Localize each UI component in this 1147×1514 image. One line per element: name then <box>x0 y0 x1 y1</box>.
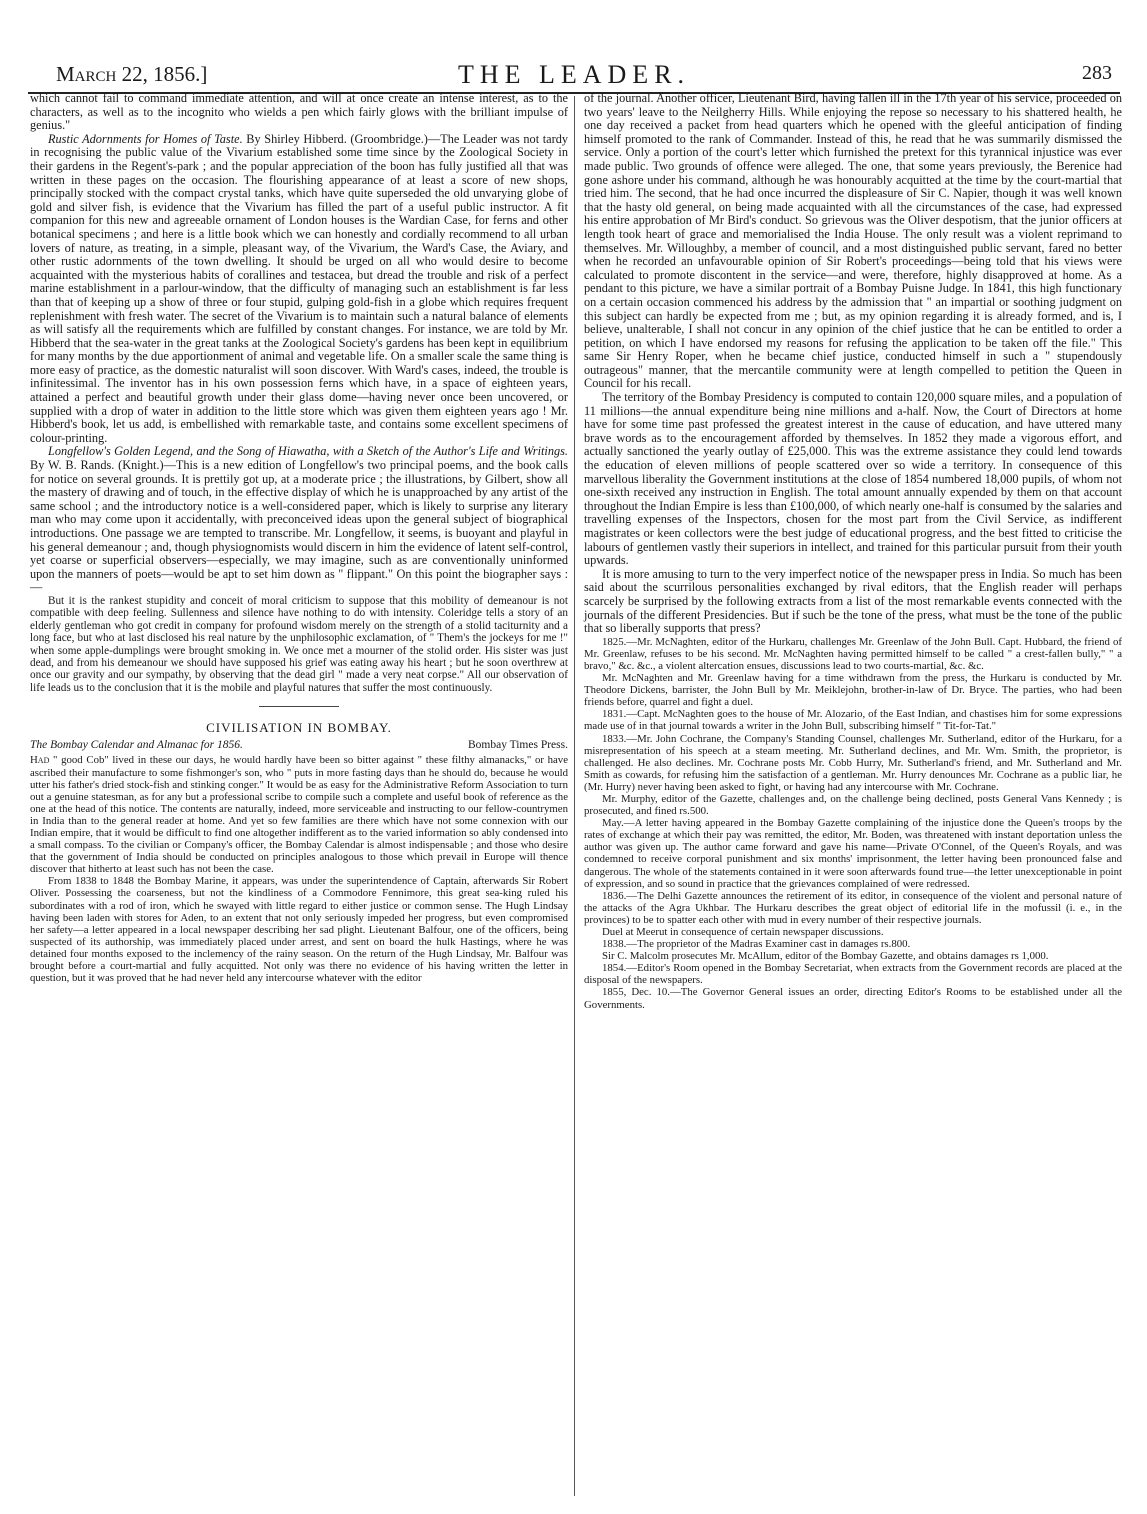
publication-title: The Bombay Calendar and Almanac for 1856. <box>30 738 243 751</box>
paragraph: which cannot fail to command immediate attention, and will at once create an intense interest, as to the characters, as well as to the incognito who wields a pen which fairly glows with the brilliant impulse of genius." <box>30 91 568 133</box>
paragraph-text: " good Cob" lived in these our days, he would hardly have been so bitter against " these filthy almanacks," or have ascribed their manufacture to some fishmonger's son, who " puts in more fasting days than he should do, because he would utter his father's dried stock-fish and stinking conger." It would be as easy for the Administrative Reform Association to turn out a genuine statesman, as for any but a professional scribe to compile such a complete and useful book of reference as the one at the head of this notice. The contents are naturally, indeed, more serviceable and instructing to our fellow-countrymen in India than to the general reader at home. And yet so few families are there which have not some connexion with our Indian empire, that it would be difficult to find one altogether indifferent as to the varied information so ably condensed into a small compass. To the civilian or Company's officer, the Bombay Calendar is almost indispensable ; and those who desire that the government of India should be conducted on principles analogous to those which prevail in Europe will thence discover that hitherto at least such has not been the case. <box>30 754 568 876</box>
publisher: Bombay Times Press. <box>467 738 568 751</box>
paragraph-text: By W. B. Rands. (Knight.)—This is a new edition of Longfellow's two principal poems, and the book calls for notice on several grounds. It is prettily got up, at a moderate price ; the illustrations, by Gilbert, show all the mastery of drawing and of touch, in the effective display of which he is unapproached by any artist of the same school ; and the introductory notice is a well-considered paper, which is likely to surprise any literary man who may come upon it accidentally, with preconceived ideas upon the general subject of biographical introductions. One passage we are tempted to transcribe. Mr. Longfellow, it seems, is buoyant and playful in his general demeanour ; and, though physiognomists would discern in him the evidence of latent self-control, yet coarse or superficial observers—especially, we may imagine, such as are conventionally uninformed upon the manners of poets—would be apt to set him down as " flippant." On this point the biographer says :— <box>30 458 568 595</box>
chronology-entry: 1831.—Capt. McNaghten goes to the house of Mr. Alozario, of the East Indian, and chastises him for some expressions made use of in that journal towards a writer in the John Bull, subscribing himself " Tit-for-Tat." <box>584 708 1122 733</box>
right-column <box>584 92 1122 1011</box>
chronology-entry: Mr. McNaghten and Mr. Greenlaw having for a time withdrawn from the press, the Hurkaru is conducted by Mr. Theodore Dickens, barrister, the John Bull by Mr. Meiklejohn, brother-in-law of Dr. Bryce. The parties, who had been friends before, quarrel and fight a duel. <box>584 672 1122 709</box>
article-heading: CIVILISATION IN BOMBAY. <box>206 720 392 736</box>
publication-line <box>30 739 568 753</box>
column-divider <box>574 96 575 1496</box>
chronology-entry: 1836.—The Delhi Gazette announces the retirement of its editor, in consequence of the violent and personal nature of the attacks of the Agra Ukhbar. The Hurkaru describes the great object of editorial life in the mofussil (i. e., in the provinces) to be to spatter each other with mud in every number of their respective journals. <box>584 889 1122 926</box>
paragraph: From 1838 to 1848 the Bombay Marine, it appears, was under the superintendence of Captain, afterwards Sir Robert Oliver. Possessing the coarseness, but not the kindliness of a Commodore Fennimore, this great sea-king ruled his subordinates with a rod of iron, which he swayed with little regard to either justice or common sense. The Hugh Lindsay having been laden with stores for Aden, to an extent that not only seriously impeded her progress, but even compromised her safety—a letter appeared in a local newspaper describing her sad plight. Lieutenant Balfour, one of the officers, being suspected of its authorship, was immediately placed under arrest, and sent on board the hulk Hastings, where he was detained four months exposed to the inclemency of the rainy season. On the return of the Hugh Lindsay, Mr. Balfour was brought before a court-martial and fully acquitted. Not only was there no evidence of his having written the letter in question, but it was proved that he had never held any intercourse whatever with the editor <box>30 875 568 985</box>
section-divider <box>259 706 339 707</box>
chronology-entry: 1825.—Mr. McNaghten, editor of the Hurkaru, challenges Mr. Greenlaw of the John Bull. Capt. Hubbard, the friend of Mr. Greenlaw, refuses to be his second. Mr. McNaghten having permitted himself to be called " a crest-fallen bully," " a bravo," &c. &c., a violent altercation ensues, discussions lead to two courts-martial, &c. &c. <box>584 635 1122 672</box>
masthead <box>28 58 1120 94</box>
left-column <box>30 92 568 984</box>
paragraph: The territory of the Bombay Presidency is computed to contain 120,000 square miles, and a population of 11 millions—the annual expenditure being nine millions and a-half. Now, the Court of Directors at home have for some time past professed the greatest interest in the cause of education, and have uttered many brave words as to the encouragement afforded by themselves. In 1852 they made a vigorous effort, and actually sanctioned the yearly outlay of £25,000. This was the extreme assistance they could lend towards the education of eleven millions of people scattered over so wide a territory. In consequence of this marvellous liberality the Government institutions at the close of 1854 numbered 18,000 pupils, of whom not one-sixth received any instruction in English. The total amount annually expended by them on that account throughout the Indian Empire is less than £100,000, of which nearly one-half is consumed by the salaries and travelling expenses of the Inspectors, chosen for the most part from the Civil Service, as indifferent magistrates or keen collectors were the best judge of educational progress, and the best fitted to criticise the labours of gentlemen vastly their superiors in intellect, and trained for this particular pursuit from their youth upwards. <box>584 390 1122 568</box>
chronology-entry: Sir C. Malcolm prosecutes Mr. McAllum, editor of the Bombay Gazette, and obtains damages rs 1,000. <box>602 950 1049 963</box>
opening-word: Had <box>30 754 50 767</box>
chronology-entry: 1855, Dec. 10.—The Governor General issues an order, directing Editor's Rooms to be established under all the Governments. <box>584 986 1122 1011</box>
paragraph: of the journal. Another officer, Lieutenant Bird, having fallen ill in the 17th year of his service, proceeded on two years' leave to the Neilgherry Hills. While enjoying the repose so necessary to his shattered health, he one day received a packet from head quarters which he opened with the gleeful anticipation of finding himself promoted to the rank of Commander. Instead of this, he read that he was summarily dismissed the service. Only a portion of the court's letter which furnished the pretext for this tyrannical injustice was ever made public. Two grounds of offence were alleged. The one, that some years previously, the Berenice had gone ashore under his command, although he was honourably acquitted at the time by the court-martial that tried him. The second, that he had once incurred the displeasure of Sir C. Napier, though it was well known that the hasty old general, on being made acquainted with all the circumstances of the case, had expressed his entire approbation of Mr Bird's conduct. So grievous was the Oliver despotism, that the junior officers at length took heart of grace and memorialised the India House. The only result was a violent reprimand to themselves. Mr. Willoughby, a member of council, and a most distinguished public servant, fared no better when he recorded an unfavourable opinion of Sir Robert's proceedings—being told that his views were calculated to promote discontent in the service—and were, therefore, highly disapproved at home. As a pendant to this picture, we have a similar portrait of a Bombay Puisne Judge. In 1841, this high functionary on a certain occasion commenced his address by the admission that " an impartial or soothing judgment on this subject can hardly be expected from me ; but, as my opinion regarding it is already formed, and is, I believe, unalterable, I shall not concur in any opinion of the chief justice that he can be entitled to order a petition, on which I have endorsed my reasons for refusing the application to be taken off the file." This same Sir Henry Roper, when he became chief justice, conducted himself in such a " stupendously outrageous" manner, that the mercantile community were at length compelled to petition the Queen in Council for his recall. <box>584 91 1122 391</box>
newspaper-title: THE LEADER. <box>457 60 691 89</box>
review-longfellow <box>30 445 568 595</box>
paragraph: It is more amusing to turn to the very imperfect notice of the newspaper press in India. So much has been said about the scurrilous personalities exchanged by rival editors, that the English reader will perhaps scarcely be surprised by the following extracts from a list of the most remarkable events connected with the journals of the different Presidencies. But if such be the tone of the press, what must be the tone of the public that so liberally supports that press? <box>584 566 1122 636</box>
review-rustic-adornments <box>30 133 568 446</box>
issue-date: March 22, 1856.] <box>56 62 208 86</box>
chronology-entry: Mr. Murphy, editor of the Gazette, challenges and, on the challenge being declined, posts General Vans Kennedy ; is prosecuted, and fined rs.500. <box>584 792 1122 818</box>
chronology-entry: May.—A letter having appeared in the Bombay Gazette complaining of the injustice done the Queen's troops by the rates of exchange at which their pay was remitted, the editor, Mr. Boden, was threatened with instant deportation unless the author was given up. The author came forward and gave his name—Private O'Connel, of the Queen's Royals, and was condemned to receive corporal punishment and six months' imprisonment, the letter having been pronounced false and dangerous. The whole of the statements contained in it were soon afterwards found true—the letter unexceptionable in point of expression, and so sound in practice that the grievances complained of were redressed. <box>584 817 1122 890</box>
block-quote: But it is the rankest stupidity and conceit of moral criticism to suppose that this mobility of demeanour is not compatible with deep feeling. Sullenness and silence have nothing to do with intensity. Coleridge tells a story of an elderly gentleman who got credit in company for profound wisdom merely on the strength of a stolid taciturnity and a long face, but who at last disclosed his real nature by the unphilosophic exclamation, of " Them's the jockeys for me !" when some apple-dumplings were brought smoking in. We once met a mourner of the stolid order. His sister was just dead, and from his demeanour we should have supposed his grief was eating away his heart ; but he soon overthrew at once our gravity and our sympathy, by observing that the dead girl " made a very neat corpse." All our observation of life leads us to the conclusion that it is the mobile and playful natures that suffer the most continuously. <box>30 594 568 694</box>
book-title: Rustic Adornments for Homes of Taste. <box>48 131 243 146</box>
chronology-entry: 1838.—The proprietor of the Madras Examiner cast in damages rs.800. <box>602 938 911 951</box>
chronology-entry: 1833.—Mr. John Cochrane, the Company's Standing Counsel, challenges Mr. Sutherland, editor of the Hurkaru, for a misrepresentation of his speech at a steam meeting. Mr. Sutherland declines, and Mr. Wm. Smith, the proprietor, is challenged. He also declines. Mr. Cochrane posts Mr. Cobb Hurry, Mr. Sutherland's friend, and Mr. Sutherland and Mr. Smith as cowards, for refusing him the satisfaction of a gentleman. Mr. Hurry denounces Mr. Cochrane as a public liar, he (Mr. Hurry) never having been asked to fight, or having had any intercourse with Mr. Cochrane. <box>584 732 1122 793</box>
page-number: 283 <box>1082 62 1112 84</box>
chronology-entry: 1854.—Editor's Room opened in the Bombay Secretariat, when extracts from the Government records are placed at the disposal of the newspapers. <box>584 962 1122 987</box>
paragraph-text: By Shirley Hibberd. (Groombridge.)—The Leader was not tardy in recognising the public value of the Vivarium established some time since by the Zoological Society in their gardens in the Regent's-park ; and the popular appreciation of the boon has fully justified all that was written in these pages on the occasion. The flourishing appearance of at least a score of new shops, principally stocked with the compact crystal tanks, which have quite superseded the old unvarying globe of gold and silver fish, is evidence that the Vivarium has filled the part of a useful public instructor. A fit companion for this new and agreeable ornament of London houses is the Wardian Case, for ferns and other botanical specimens ; and here is a little book which we can honestly and cordially recommend to all urban lovers of nature, as treating, in a simple, pleasant way, of the Vivarium, the Ward's Case, the Aviary, and other rustic adornments of the town dwelling. It should be urged on all who would desire to become acquainted with the mysterious habits of corallines and testacea, but dread the trouble and risk of a perfect marine establishment in a parlour-window, that the difficulty of managing such an establishment is far less than that of keeping up a show of three or four stupid, gulping gold-fish in a globe which requires frequent replenishment with fresh water. The secret of the Vivarium is to maintain such a natural balance of elements as will satisfy all the requirements which are fulfilled by constant changes. For instance, we are told by Mr. Hibberd that the sea-water in the great tanks at the Zoological Society's gardens has been kept in equilibrium for many months by the due apportionment of animal and vegetable life. On a smaller scale the same thing is more easy of practice, as the domestic naturalist will soon discover. With Ward's cases, indeed, the trouble is infinitessimal. The inventor has in his own possession ferns which have, in a space of eighteen years, attained a perfect and beautiful growth under their glass dome—having never once been uncovered, or supplied with a drop of water in addition to the little store which was given them eighteen years ago ! Mr. Hibberd's book, let us add, is embellished with remarkable taste, and contains some excellent specimens of colour-printing. <box>30 131 568 445</box>
chronology-entry: Duel at Meerut in consequence of certain newspaper discussions. <box>602 926 884 938</box>
book-title: Longfellow's Golden Legend, and the Song of Hiawatha, with a Sketch of the Author's Life and Writings. <box>48 444 568 459</box>
article-opening <box>30 754 568 875</box>
